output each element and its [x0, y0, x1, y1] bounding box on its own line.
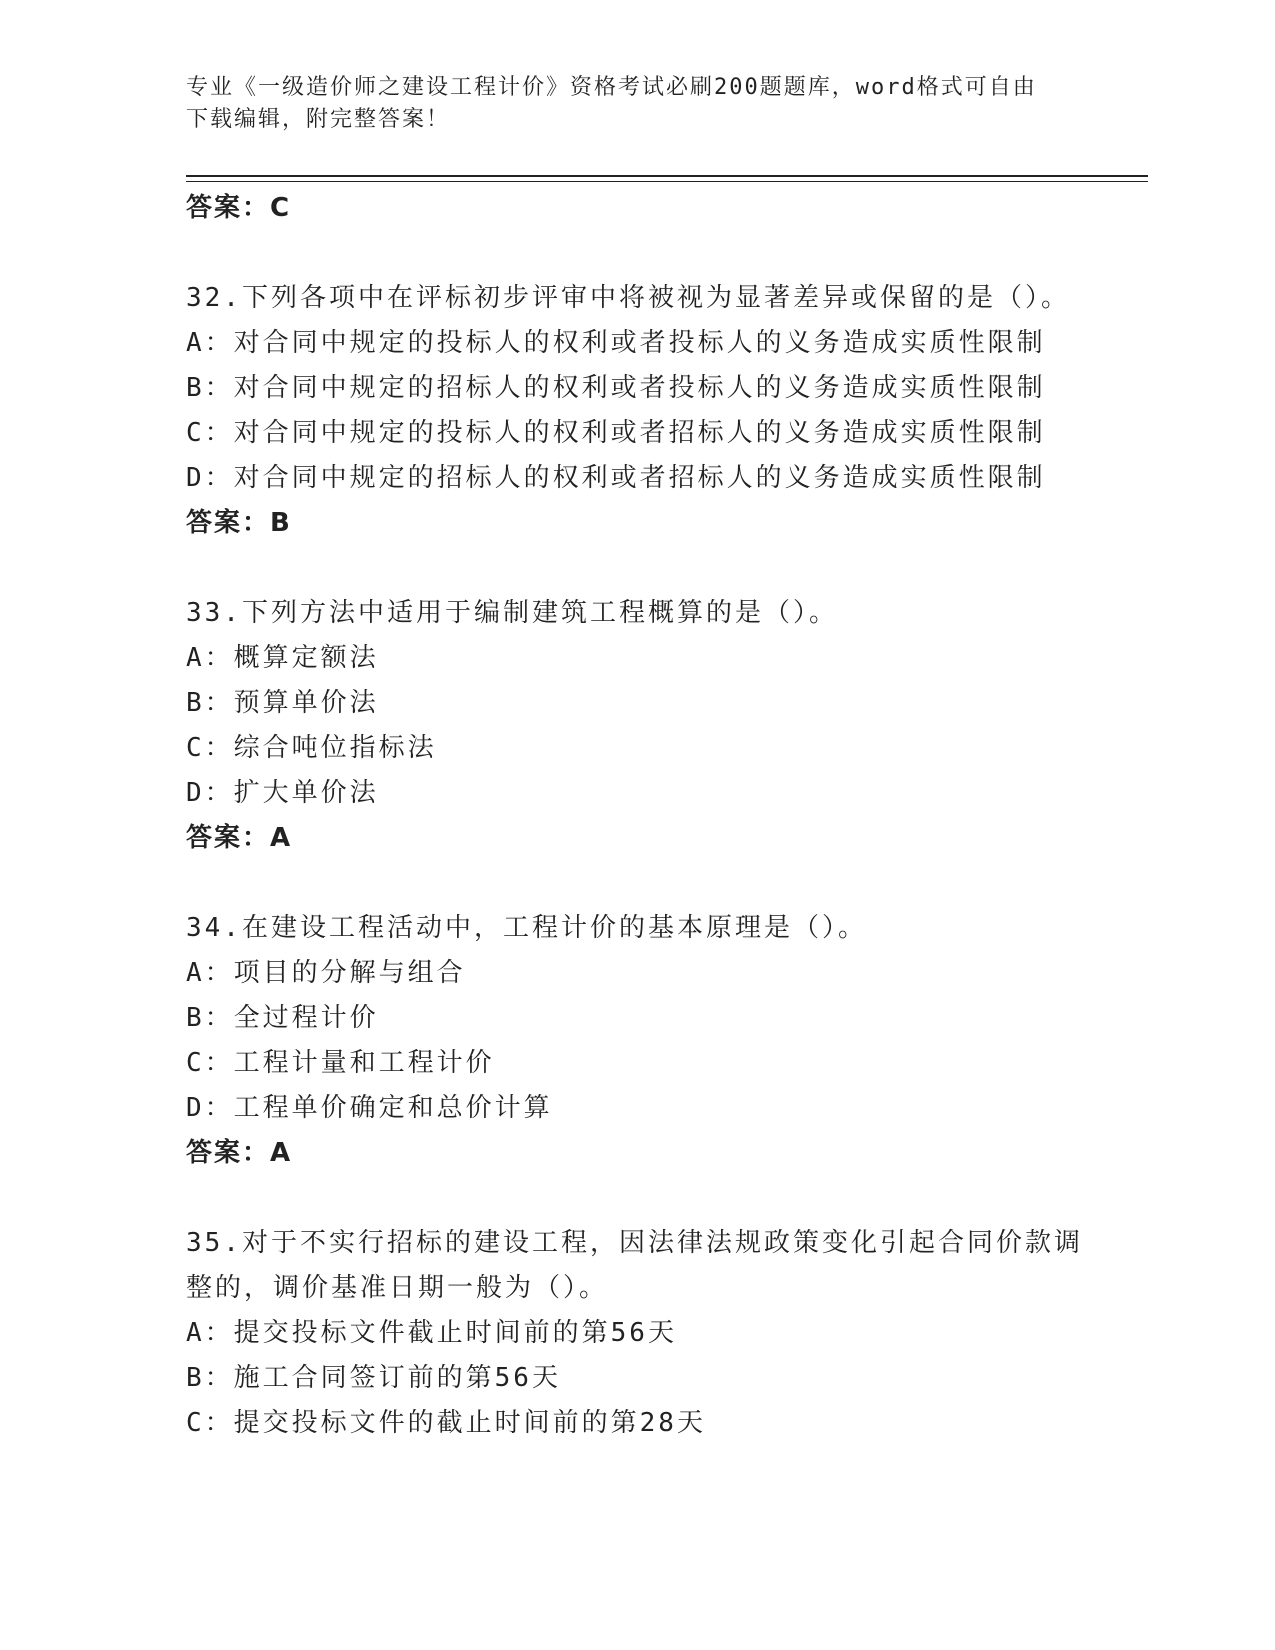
option-d: D：工程单价确定和总价计算 [186, 1093, 553, 1123]
option-b: B：预算单价法 [186, 688, 379, 718]
option-a: A：提交投标文件截止时间前的第56天 [186, 1318, 677, 1348]
option-a: A：项目的分解与组合 [186, 958, 466, 988]
question-33 [186, 591, 1106, 861]
option-c: C：提交投标文件的截止时间前的第28天 [186, 1408, 706, 1438]
header-line-1: 专业《一级造价师之建设工程计价》资格考试必刷200题题库，word格式可自由 [186, 75, 1037, 100]
option-c: C：对合同中规定的投标人的权利或者招标人的义务造成实质性限制 [186, 418, 1046, 448]
question-34 [186, 906, 1106, 1176]
header-divider-thin [186, 181, 1148, 182]
answer-previous: 答案：C [186, 193, 292, 223]
option-b: B：施工合同签订前的第56天 [186, 1363, 561, 1393]
answer: 答案：B [186, 508, 292, 538]
question-stem-line-2: 整的，调价基准日期一般为（）。 [186, 1273, 609, 1303]
option-b: B：对合同中规定的招标人的权利或者投标人的义务造成实质性限制 [186, 373, 1046, 403]
header-line-2: 下载编辑，附完整答案！ [186, 107, 451, 132]
option-d: D：对合同中规定的招标人的权利或者招标人的义务造成实质性限制 [186, 463, 1046, 493]
option-c: C：工程计量和工程计价 [186, 1048, 495, 1078]
question-32 [186, 276, 1106, 546]
answer: 答案：A [186, 823, 293, 853]
question-stem: 33.下列方法中适用于编制建筑工程概算的是（）。 [186, 598, 838, 628]
option-c: C：综合吨位指标法 [186, 733, 437, 763]
question-stem: 34.在建设工程活动中，工程计价的基本原理是（）。 [186, 913, 867, 943]
answer: 答案：A [186, 1138, 293, 1168]
header-divider-thick [186, 175, 1148, 177]
spacer [186, 546, 1106, 591]
spacer [186, 861, 1106, 906]
question-content [186, 186, 1106, 1446]
document-header [186, 72, 1086, 136]
option-a: A：概算定额法 [186, 643, 379, 673]
question-35 [186, 1221, 1106, 1446]
option-d: D：扩大单价法 [186, 778, 379, 808]
option-a: A：对合同中规定的投标人的权利或者投标人的义务造成实质性限制 [186, 328, 1046, 358]
option-b: B：全过程计价 [186, 1003, 379, 1033]
spacer [186, 1176, 1106, 1221]
question-stem: 32.下列各项中在评标初步评审中将被视为显著差异或保留的是（）。 [186, 283, 1070, 313]
question-stem-line-1: 35.对于不实行招标的建设工程，因法律法规政策变化引起合同价款调 [186, 1228, 1083, 1258]
spacer [186, 231, 1106, 276]
